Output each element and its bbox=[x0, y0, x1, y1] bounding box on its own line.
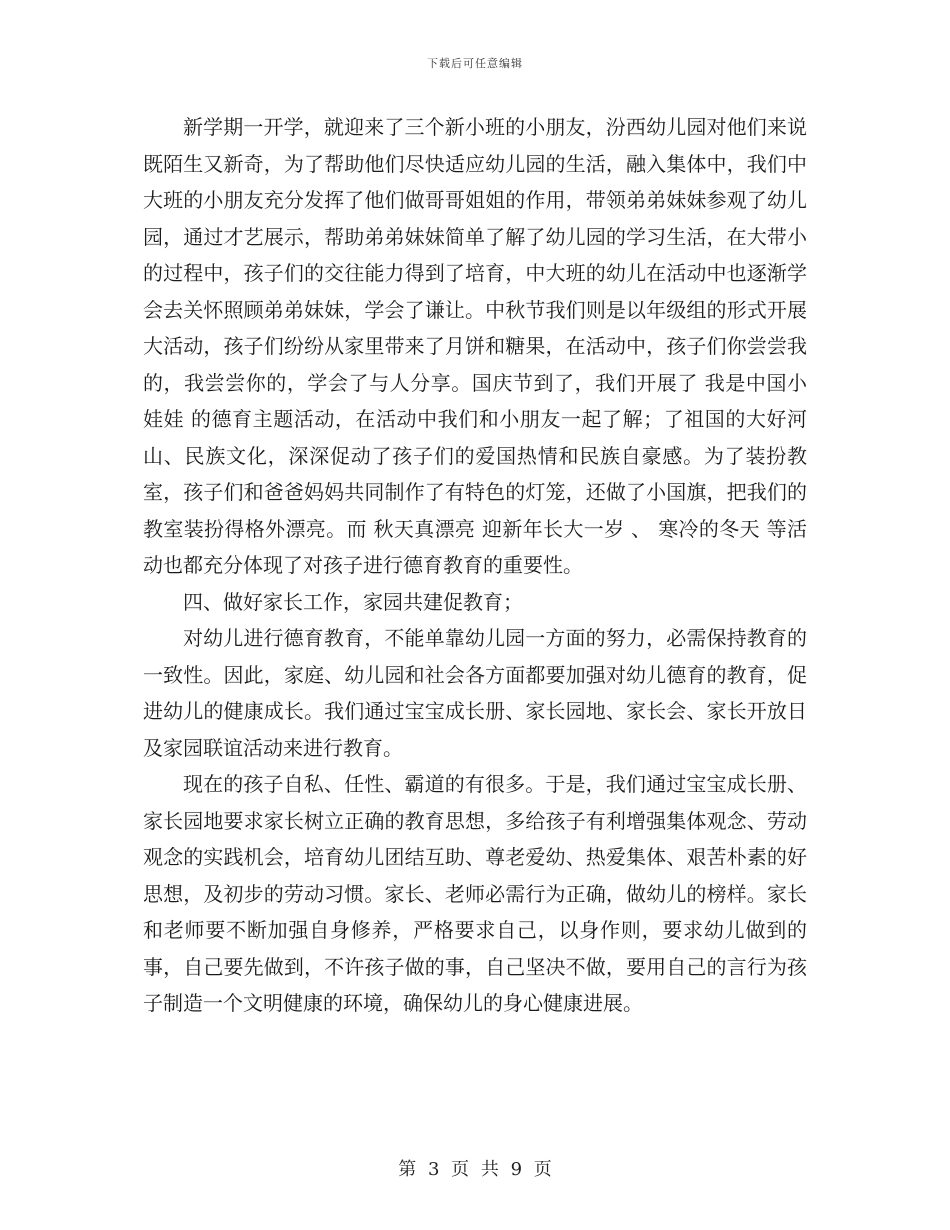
page-header: 下载后可任意编辑 bbox=[427, 57, 523, 70]
paragraph-activities: 新学期一开学，就迎来了三个新小班的小朋友，汾西幼儿园对他们来说既陌生又新奇，为了帮助他们尽快适应幼儿园的生活，融入集体中，我们中大班的小朋友充分发挥了他们做哥哥姐姐的作用，带领弟弟妹妹参观了幼儿园，通过才艺展示，帮助弟弟妹妹简单了解了幼儿园的学习生活，在大带小的过程中，孩子们的交往能力得到了培育，中大班的幼儿在活动中也逐渐学会去关怀照顾弟弟妹妹，学会了谦让。中秋节我们则是以年级组的形式开展大活动，孩子们纷纷从家里带来了月饼和糖果，在活动中，孩子们你尝尝我的，我尝尝你的，学会了与人分享。国庆节到了，我们开展了 我是中国小娃娃 的德育主题活动，在活动中我们和小朋友一起了解；了祖国的大好河山、民族文化，深深促动了孩子们的爱国热情和民族自豪感。为了装扮教室，孩子们和爸爸妈妈共同制作了有特色的灯笼，还做了小国旗，把我们的教室装扮得格外漂亮。而 秋天真漂亮 迎新年长大一岁 、 寒冷的冬天 等活动也都充分体现了对孩子进行德育教育的重要性。 bbox=[143, 115, 807, 577]
section-heading-parent-work: 四、做好家长工作，家园共建促教育； bbox=[183, 589, 523, 614]
page-number-footer: 第 3 页 共 9 页 bbox=[398, 1159, 552, 1180]
document-body bbox=[143, 109, 807, 1022]
paragraph-home-school-cooperation: 对幼儿进行德育教育，不能单靠幼儿园一方面的努力，必需保持教育的一致性。因此，家庭、幼儿园和社会各方面都要加强对幼儿德育的教育，促进幼儿的健康成长。我们通过宝宝成长册、家长园地、家长会、家长开放日及家园联谊活动来进行教育。 bbox=[143, 626, 807, 760]
paragraph-parent-role-model: 现在的孩子自私、任性、霸道的有很多。于是，我们通过宝宝成长册、家长园地要求家长树立正确的教育思想，多给孩子有利增强集体观念、劳动观念的实践机会，培育幼儿团结互助、尊老爱幼、热爱集体、艰苦朴素的好思想，及初步的劳动习惯。家长、老师必需行为正确，做幼儿的榜样。家长和老师要不断加强自身修养，严格要求自己，以身作则，要求幼儿做到的事，自己要先做到，不许孩子做的事，自己坚决不做，要用自己的言行为孩子制造一个文明健康的环境，确保幼儿的身心健康进展。 bbox=[143, 772, 807, 1015]
